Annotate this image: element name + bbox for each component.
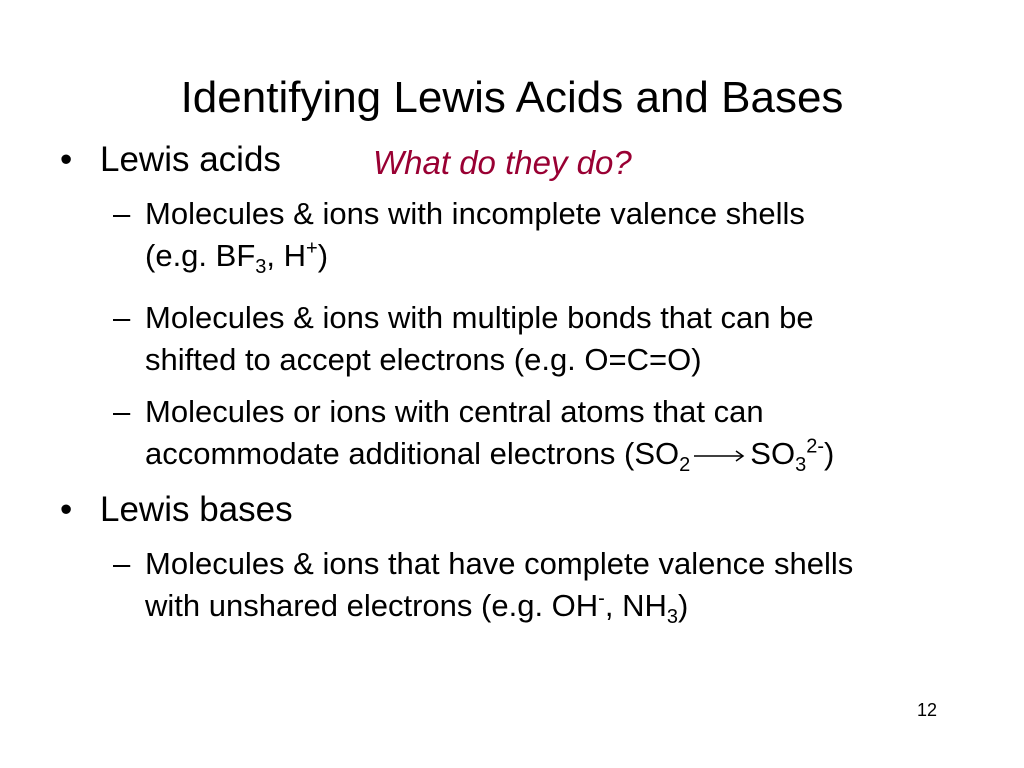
acid-item-1-prefix: (e.g. BF (145, 238, 256, 273)
lewis-bases-label: Lewis bases (100, 490, 293, 529)
acid-item-1-sub: 3 (255, 256, 267, 279)
base-item-1-suffix: ) (677, 588, 689, 623)
base-item-1-sub: 3 (666, 606, 678, 629)
base-item-1-sup: - (598, 587, 605, 610)
acid-item-3-line1: Molecules or ions with central atoms that can (145, 394, 764, 429)
base-item-1-mid: , NH (604, 588, 667, 623)
base-item-1-line1: Molecules & ions that have complete valence shells (145, 546, 854, 581)
slide-title: Identifying Lewis Acids and Bases (180, 73, 844, 122)
bullet-icon: • (60, 490, 73, 529)
acid-item-2-line1: Molecules & ions with multiple bonds that can be (145, 300, 814, 335)
acid-item-3-after-arrow: SO (750, 436, 796, 471)
dash-icon: – (113, 300, 131, 335)
bullet-icon: • (60, 140, 73, 179)
page-number: 12 (917, 700, 938, 720)
acid-item-1-suffix: ) (317, 238, 329, 273)
dash-icon: – (113, 394, 131, 429)
base-item-1-prefix: with unshared electrons (e.g. OH (145, 588, 599, 623)
acid-item-3-sub2: 3 (795, 454, 807, 477)
lewis-acids-note: What do they do? (373, 144, 632, 181)
acid-item-3-suffix: ) (824, 436, 835, 471)
acid-item-1-mid: , H (266, 238, 307, 273)
acid-item-2-line2: shifted to accept electrons (e.g. O=C=O) (145, 342, 702, 377)
acid-item-1-sup: + (306, 237, 318, 260)
acid-item-3-prefix: accommodate additional electrons (SO (145, 436, 680, 471)
acid-item-3-sup: 2- (806, 435, 825, 458)
dash-icon: – (113, 546, 131, 581)
acid-item-3-line2 (145, 433, 834, 475)
lewis-acids-label: Lewis acids (100, 140, 281, 179)
acid-item-3-sub1: 2 (679, 454, 691, 477)
acid-item-1-line1: Molecules & ions with incomplete valence shells (145, 196, 805, 231)
acid-item-1-line2 (145, 235, 328, 277)
reaction-arrow-icon (694, 449, 746, 463)
dash-icon: – (113, 196, 131, 231)
base-item-1-line2 (145, 585, 688, 627)
